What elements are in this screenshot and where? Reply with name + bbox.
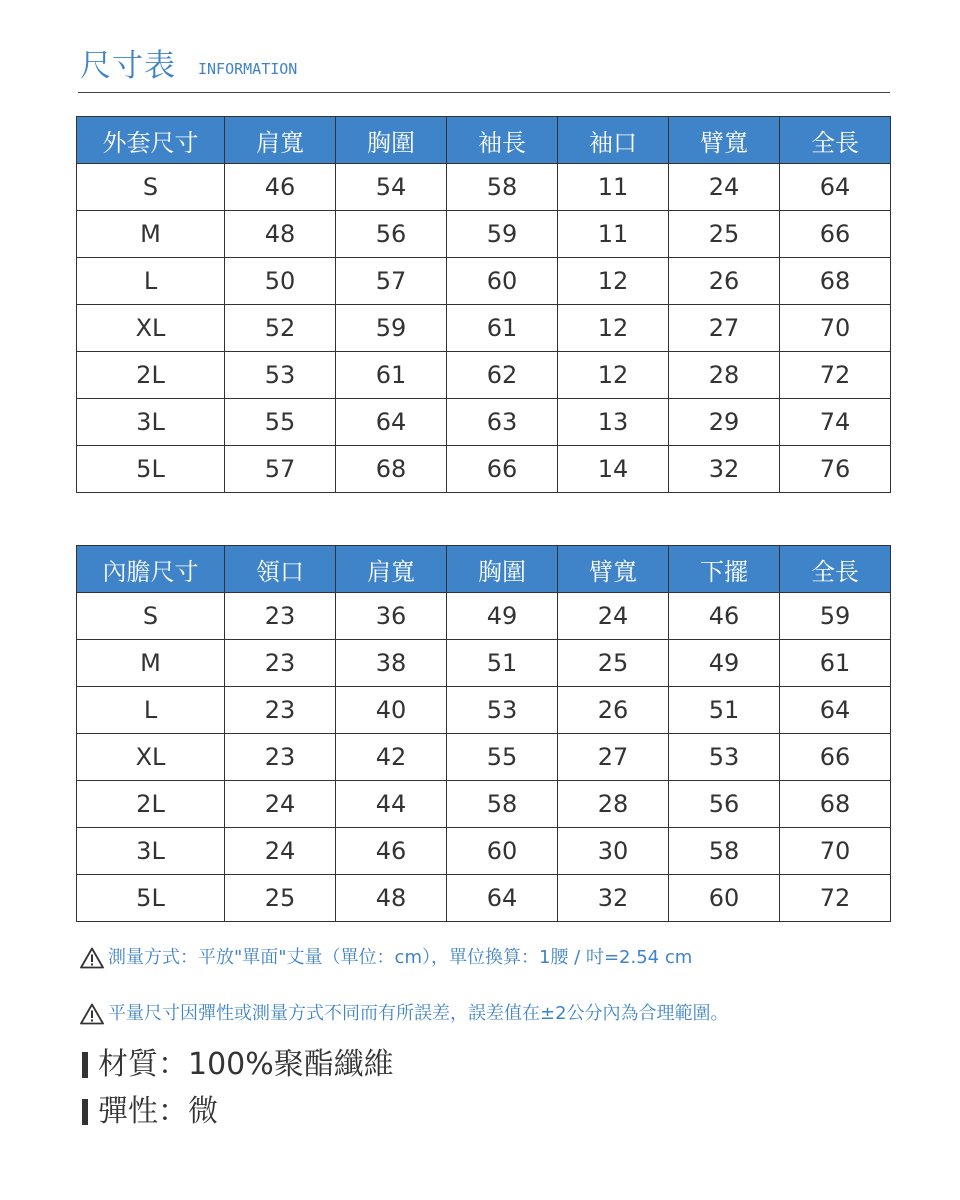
measurement-note-text: 測量方式：平放"單面"丈量（單位：cm），單位換算：1腰 / 吋=2.54 cm <box>108 947 693 968</box>
table-cell: 68 <box>336 446 447 493</box>
table-row <box>77 828 891 875</box>
table-cell: 51 <box>447 640 558 687</box>
warning-icon <box>80 947 104 969</box>
table-cell: 46 <box>669 593 780 640</box>
table-cell: 32 <box>558 875 669 922</box>
table-cell: 40 <box>336 687 447 734</box>
table-cell: 48 <box>225 211 336 258</box>
table-cell: 49 <box>447 593 558 640</box>
table-row <box>77 781 891 828</box>
table-cell: 11 <box>558 211 669 258</box>
table-cell: 72 <box>780 875 891 922</box>
table-cell: 24 <box>225 781 336 828</box>
table-cell: 12 <box>558 258 669 305</box>
table-cell: 3L <box>77 399 225 446</box>
table-cell: 13 <box>558 399 669 446</box>
measurement-note <box>80 945 692 971</box>
table-cell: 59 <box>780 593 891 640</box>
header-cell: 袖長 <box>447 117 558 164</box>
table-cell: 53 <box>225 352 336 399</box>
table-cell: 57 <box>225 446 336 493</box>
tolerance-note <box>80 1001 729 1027</box>
table-cell: 50 <box>225 258 336 305</box>
table-cell: 61 <box>780 640 891 687</box>
header-cell: 袖口 <box>558 117 669 164</box>
table-cell: 30 <box>558 828 669 875</box>
table-cell: 55 <box>225 399 336 446</box>
table-cell: 25 <box>225 875 336 922</box>
table-cell: 48 <box>336 875 447 922</box>
header-cell: 胸圍 <box>336 117 447 164</box>
table-cell: 52 <box>225 305 336 352</box>
table-row <box>77 211 891 258</box>
spec-marker <box>82 1052 88 1078</box>
table-cell: 46 <box>225 164 336 211</box>
header-cell: 外套尺寸 <box>77 117 225 164</box>
table-cell: 57 <box>336 258 447 305</box>
table-cell: 60 <box>447 828 558 875</box>
table-cell: 60 <box>669 875 780 922</box>
table-cell: 24 <box>558 593 669 640</box>
table-cell: 27 <box>669 305 780 352</box>
table-cell: M <box>77 640 225 687</box>
header-cell: 領口 <box>225 546 336 593</box>
table-row <box>77 164 891 211</box>
table-cell: XL <box>77 734 225 781</box>
table-cell: XL <box>77 305 225 352</box>
header-cell: 內膽尺寸 <box>77 546 225 593</box>
table-cell: 53 <box>669 734 780 781</box>
header-cell: 臂寬 <box>669 117 780 164</box>
table-cell: 44 <box>336 781 447 828</box>
material-spec <box>82 1045 394 1085</box>
table-cell: 61 <box>447 305 558 352</box>
table-cell: 23 <box>225 593 336 640</box>
table-cell: 26 <box>669 258 780 305</box>
table-cell: 32 <box>669 446 780 493</box>
table-cell: 2L <box>77 352 225 399</box>
header-cell: 全長 <box>780 546 891 593</box>
table-cell: S <box>77 593 225 640</box>
table-row <box>77 399 891 446</box>
table-cell: 25 <box>669 211 780 258</box>
table-row <box>77 258 891 305</box>
header-cell: 全長 <box>780 117 891 164</box>
table-cell: 63 <box>447 399 558 446</box>
table-cell: 25 <box>558 640 669 687</box>
table-cell: 62 <box>447 352 558 399</box>
page-header <box>78 46 890 93</box>
table-cell: 58 <box>447 781 558 828</box>
table-row <box>77 593 891 640</box>
table-cell: 76 <box>780 446 891 493</box>
table-header-row <box>77 117 891 164</box>
table-cell: 23 <box>225 687 336 734</box>
table-row <box>77 305 891 352</box>
table-cell: 56 <box>336 211 447 258</box>
table-cell: 64 <box>447 875 558 922</box>
table-cell: 70 <box>780 305 891 352</box>
table-cell: 58 <box>447 164 558 211</box>
table-cell: 64 <box>780 164 891 211</box>
table-row <box>77 875 891 922</box>
table-cell: 46 <box>336 828 447 875</box>
table-cell: 64 <box>780 687 891 734</box>
table-cell: 60 <box>447 258 558 305</box>
table-row <box>77 640 891 687</box>
liner-size-table <box>76 545 891 922</box>
header-cell: 下擺 <box>669 546 780 593</box>
material-spec-text: 材質：100%聚酯纖維 <box>98 1047 394 1082</box>
table-cell: 24 <box>669 164 780 211</box>
header-cell: 肩寬 <box>336 546 447 593</box>
table-row <box>77 687 891 734</box>
table-cell: 5L <box>77 446 225 493</box>
table-cell: 66 <box>780 734 891 781</box>
table-cell: 59 <box>336 305 447 352</box>
table-cell: 2L <box>77 781 225 828</box>
table-cell: 72 <box>780 352 891 399</box>
table-cell: 61 <box>336 352 447 399</box>
table-cell: 54 <box>336 164 447 211</box>
table-header-row <box>77 546 891 593</box>
table-cell: M <box>77 211 225 258</box>
elasticity-spec <box>82 1092 218 1132</box>
table-cell: 66 <box>447 446 558 493</box>
table-cell: 12 <box>558 305 669 352</box>
header-cell: 臂寬 <box>558 546 669 593</box>
table-cell: 49 <box>669 640 780 687</box>
table-cell: 74 <box>780 399 891 446</box>
header-cell: 胸圍 <box>447 546 558 593</box>
page-title: 尺寸表 <box>80 48 176 84</box>
page-subtitle: INFORMATION <box>198 60 298 78</box>
table-cell: 26 <box>558 687 669 734</box>
table-cell: 56 <box>669 781 780 828</box>
table-cell: 5L <box>77 875 225 922</box>
table-cell: 3L <box>77 828 225 875</box>
table-cell: 51 <box>669 687 780 734</box>
table-cell: 24 <box>225 828 336 875</box>
table-cell: 53 <box>447 687 558 734</box>
table-cell: 38 <box>336 640 447 687</box>
table-cell: 68 <box>780 781 891 828</box>
table-cell: 11 <box>558 164 669 211</box>
table-cell: 42 <box>336 734 447 781</box>
table-cell: 55 <box>447 734 558 781</box>
table-cell: 66 <box>780 211 891 258</box>
table-cell: 58 <box>669 828 780 875</box>
table-cell: 23 <box>225 640 336 687</box>
table-cell: 59 <box>447 211 558 258</box>
table-row <box>77 352 891 399</box>
table-cell: 70 <box>780 828 891 875</box>
table-cell: 23 <box>225 734 336 781</box>
table-cell: 14 <box>558 446 669 493</box>
table-cell: 28 <box>558 781 669 828</box>
jacket-size-table <box>76 116 891 493</box>
elasticity-spec-text: 彈性：微 <box>98 1094 218 1129</box>
table-cell: 68 <box>780 258 891 305</box>
header-cell: 肩寬 <box>225 117 336 164</box>
table-cell: 27 <box>558 734 669 781</box>
table-row <box>77 734 891 781</box>
table-cell: S <box>77 164 225 211</box>
table-cell: 29 <box>669 399 780 446</box>
table-cell: 28 <box>669 352 780 399</box>
table-row <box>77 446 891 493</box>
tolerance-note-text: 平量尺寸因彈性或測量方式不同而有所誤差，誤差值在±2公分內為合理範圍。 <box>108 1003 729 1024</box>
table-cell: 36 <box>336 593 447 640</box>
table-cell: L <box>77 687 225 734</box>
spec-marker <box>82 1099 88 1125</box>
table-cell: L <box>77 258 225 305</box>
table-cell: 12 <box>558 352 669 399</box>
table-cell: 64 <box>336 399 447 446</box>
warning-icon <box>80 1003 104 1025</box>
